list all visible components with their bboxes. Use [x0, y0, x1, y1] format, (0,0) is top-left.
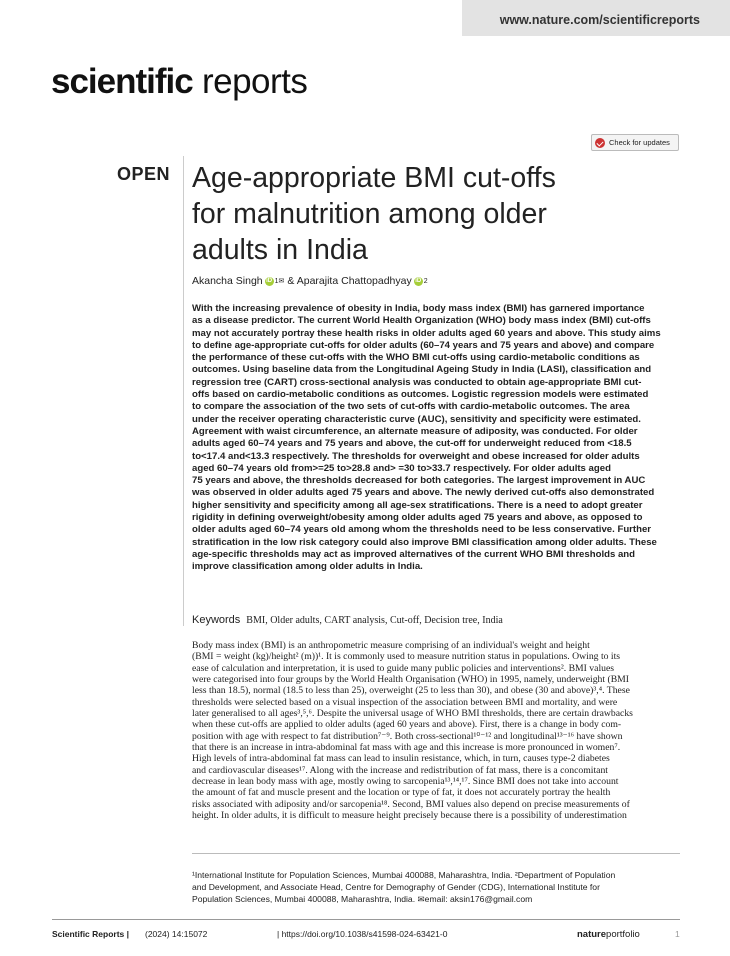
- journal-brand: [51, 62, 307, 102]
- check-updates-label: Check for updates: [609, 138, 670, 147]
- body-line: later generalised to all ages³,⁵,⁶. Despite the universal usage of WHO BMI thresholds, there are certain drawbacks: [192, 708, 633, 720]
- abstract-line: aged 60–74 years old from>=25 to>28.8 and> =30 to>33.7 respectively. For older adults aged: [192, 462, 611, 474]
- body-line: height. In older adults, it is difficult to measure height precisely because there is a possibility of underestimation: [192, 810, 627, 822]
- orcid-icon[interactable]: iD: [415, 277, 422, 284]
- abstract-line: to define age-appropriate cut-offs for older adults (60–74 years and 75 years and above) and compare: [192, 339, 655, 351]
- abstract-line: With the increasing prevalence of obesity in India, body mass index (BMI) has garnered importance: [192, 303, 645, 314]
- abstract-line: to<17.4 and<13.3 respectively. The thresholds for overweight and obese increased for older adults: [192, 450, 640, 462]
- body-line: and cardiovascular diseases¹⁷. Along with the increase and redistribution of fat mass, there is a concomitant: [192, 764, 608, 776]
- body-line: (BMI = weight (kg)/height² (m))¹. It is commonly used to measure nutrition status in populations. Owing to its: [192, 651, 621, 663]
- check-icon: [595, 138, 605, 148]
- footer-citation: (2024) 14:15072: [145, 929, 208, 939]
- body-line: decrease in lean body mass with age, mostly owing to sarcopenia¹³,¹⁴,¹⁷. Since BMI does not take into account: [192, 776, 619, 788]
- body-line: when these cut-offs are applied to older adults (aged 60 years and above). First, there is a change in body com-: [192, 719, 622, 731]
- abstract-line: offs based on cardio-metabolic conditions as outcomes. Logistic regression models were estimated: [192, 389, 649, 401]
- publisher-bold: nature: [577, 929, 607, 940]
- abstract-line: the performance of these cut-offs with the WHO BMI cut-offs using cardio-metabolic conditions as: [192, 352, 640, 364]
- body-line: ease of calculation and interpretation, it is used to guide many public policies and interventions². BMI values: [192, 662, 615, 674]
- body-line: High levels of intra-abdominal fat mass can lead to insulin resistance, which, in turn, causes type-2 diabetes: [192, 753, 610, 765]
- author-affiliation: 2: [423, 277, 428, 285]
- abstract-line: as a disease predictor. The current World Health Organization (WHO) body mass index (BMI) cut-offs: [192, 315, 651, 327]
- body-line: risks associated with adiposity and/or sarcopenia¹⁸. Second, BMI values also depend on precise measurements of: [192, 798, 630, 810]
- publisher-light: portfolio: [606, 929, 640, 940]
- author-list: [192, 275, 428, 287]
- abstract-line: stratification in the low risk category could also improve BMI classification among older adults. These: [192, 536, 657, 548]
- title-line: Age-appropriate BMI cut-offs: [192, 162, 556, 194]
- abstract-line: older adults aged 60–74 years old among whom the thresholds need to be less conservative. Further: [192, 524, 652, 536]
- footer-doi-link[interactable]: | https://doi.org/10.1038/s41598-024-63421-0: [277, 929, 448, 939]
- body-line: were categorised into four groups by the World Health Organisation (WHO) in 1995, namely, underweight (BMI: [192, 674, 630, 686]
- keywords-label: Keywords: [192, 614, 241, 626]
- body-text: [192, 640, 680, 822]
- abstract-line: higher sensitivity and specificity among all age-sex stratifications. There is a need to adopt greater: [192, 499, 643, 511]
- abstract-line: age-specific thresholds may act as improved alternatives of the current WHO BMI thresholds and: [192, 548, 636, 560]
- page-number: 1: [675, 929, 680, 939]
- abstract-line: outcomes. Using baseline data from the Longitudinal Ageing Study in India (LASI), classification and: [192, 364, 652, 376]
- abstract-line: was observed in older adults aged 75 years and above. The newly derived cut-offs also demonstrated: [192, 487, 655, 499]
- footnote-line: and Development, and Associate Head, Centre for Demography of Gender (CDG), International Institute for: [192, 882, 600, 892]
- article-title: [192, 160, 632, 268]
- abstract-line: adults aged 60–74 years and 75 years and above, the cut-off for underweight reduced from <18.5: [192, 438, 632, 450]
- divider: [183, 156, 184, 626]
- abstract-line: improve classification among older adults in India.: [192, 561, 423, 573]
- abstract-line: regression tree (CART) cross-sectional analysis was conducted to obtain age-appropriate BMI cut-: [192, 376, 642, 388]
- affiliations-footnote: [192, 869, 682, 905]
- body-line: that there is an increase in intra-abdominal fat mass with age and this increase is more pronounced in women⁷.: [192, 742, 621, 754]
- footer-divider: [52, 919, 680, 920]
- journal-url[interactable]: www.nature.com/scientificreports: [499, 13, 700, 27]
- abstract-line: Agreement with waist circumference, an alternate measure of adiposity, was conducted. For older: [192, 425, 638, 437]
- title-line: adults in India: [192, 234, 368, 266]
- footer-journal: Scientific Reports |: [52, 929, 130, 939]
- author-name[interactable]: Akancha Singh: [192, 275, 263, 287]
- abstract-line: 75 years and above, the thresholds decreased for both categories. The largest improvement in AUC: [192, 475, 646, 487]
- abstract: [192, 303, 684, 574]
- abstract-line: may not accurately portray these health risks in older adults aged 60 years and above. This study aims: [192, 327, 661, 339]
- brand-light: reports: [201, 62, 308, 101]
- abstract-line: rigidity in defining overweight/obesity among older adults aged 75 years and above, as opposed to: [192, 512, 643, 524]
- brand-bold: scientific: [51, 62, 193, 101]
- open-access-label: OPEN: [117, 164, 171, 184]
- keywords-list: BMI, Older adults, CART analysis, Cut-off, Decision tree, India: [246, 615, 503, 626]
- author-name[interactable]: & Aparajita Chattopadhyay: [287, 275, 412, 287]
- title-line: for malnutrition among older: [192, 198, 547, 230]
- orcid-icon[interactable]: iD: [266, 277, 273, 284]
- check-updates-button[interactable]: [591, 134, 679, 151]
- body-line: the amount of fat and muscle present and the location or type of fat, it does not accurately portray the health: [192, 787, 611, 799]
- abstract-line: to compare the association of the two sets of cut-offs with cardio-metabolic outcomes. The area: [192, 401, 630, 413]
- footnote-divider: [192, 853, 680, 854]
- body-line: thresholds were selected based on a visual inspection of the association between BMI and mortality, and were: [192, 696, 618, 708]
- abstract-line: under the receiver operating characteristic curve (AUC), sensitivity and specificity were estimated.: [192, 413, 641, 425]
- body-line: Body mass index (BMI) is an anthropometric measure comprising of an individual's weight and height: [192, 640, 590, 651]
- body-line: less than 18.5), normal (18.5 to less than 25), overweight (25 to less than 30), and obese (30 and above)³,⁴. These: [192, 685, 630, 697]
- footnote-line: ¹International Institute for Population Sciences, Mumbai 400088, Maharashtra, India. ²Department of Population: [192, 870, 616, 880]
- url-tab: [462, 0, 730, 36]
- publisher-logo: [577, 929, 640, 940]
- author-affiliation: 1✉: [274, 278, 285, 285]
- footnote-line[interactable]: Population Sciences, Mumbai 400088, Maharashtra, India. ✉email: aksin176@gmail.com: [192, 894, 533, 904]
- keywords: [192, 614, 503, 626]
- body-line: position with age with respect to fat distribution⁷⁻⁹. Both cross-sectional¹⁰⁻¹² and longitudinal¹³⁻¹⁶ have shown: [192, 730, 623, 742]
